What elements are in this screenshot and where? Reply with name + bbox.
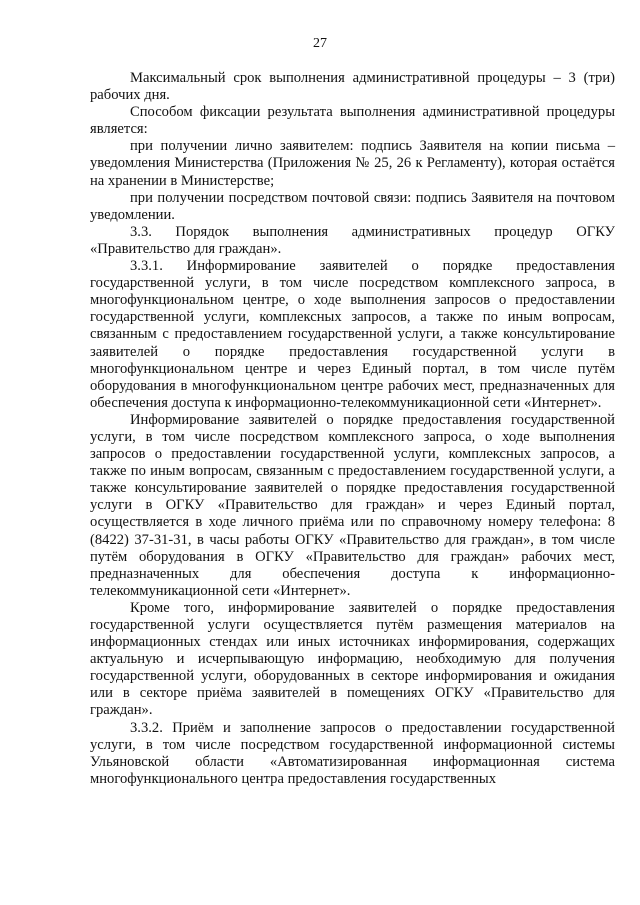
paragraph-3-3-2: 3.3.2. Приём и заполнение запросов о предоставлении государственной услуги, в том числе посредством государственной информационной системы Ульяновской области «Автоматизированная информационная система многофункционального центра предоставления государственных bbox=[90, 719, 615, 787]
page-number: 27 bbox=[313, 36, 327, 51]
paragraph-informing: Информирование заявителей о порядке предоставления государственной услуги, в том числе посредством комплексного запроса, о ходе выполнения запросов о предоставлении государственной услуги, комплексных запросов, а также по иным вопросам, связанным с предоставлением государственной услуги, а также консультирование заявителей о порядке предоставления государственной услуги в ОГКУ «Правительство для граждан» и через Единый портал, осуществляется в ходе личного приёма или по справочному номеру телефона: 8 (8422) 37-31-31, в часы работы ОГКУ «Правительство для граждан», в том числе путём оборудования в ОГКУ «Правительство для граждан» рабочих мест, предназначенных для обеспечения доступа к информационно-телекоммуникационной сети «Интернет». bbox=[90, 411, 615, 599]
paragraph-additionally: Кроме того, информирование заявителей о порядке предоставления государственной услуги осуществляется путём размещения материалов на информационных стендах или иных источниках информирования, содержащих актуальную и исчерпывающую информацию, необходимую для получения государственной услуги, оборудованных в секторе информирования и ожидания или в секторе приёма заявителей в помещениях ОГКУ «Правительство для граждан». bbox=[90, 599, 615, 719]
section-heading-3-3: 3.3. Порядок выполнения административных процедур ОГКУ «Правительство для граждан». bbox=[90, 223, 615, 257]
document-body bbox=[90, 70, 615, 788]
paragraph-personal-receipt: при получении лично заявителем: подпись Заявителя на копии письма – уведомления Министерства (Приложения № 25, 26 к Регламенту), которая остаётся на хранении в Министерстве; bbox=[90, 138, 615, 189]
paragraph-postal-receipt: при получении посредством почтовой связи: подпись Заявителя на почтовом уведомлении. bbox=[90, 189, 615, 223]
paragraph-3-3-1: 3.3.1. Информирование заявителей о порядке предоставления государственной услуги, в том числе посредством комплексного запроса, в многофункциональном центре, о ходе выполнения запросов о предоставлении государственной услуги, комплексных запросов, а также по иным вопросам, связанным с предоставлением государственной услуги, а также консультирование заявителей о порядке предоставления государственной услуги в многофункциональном центре и через Единый портал, в том числе путём оборудования в многофункциональном центре рабочих мест, предназначенных для обеспечения доступа к информационно-телекоммуникационной сети «Интернет». bbox=[90, 258, 615, 411]
paragraph-fixation-method: Способом фиксации результата выполнения административной процедуры является: bbox=[90, 104, 615, 138]
paragraph-max-term: Максимальный срок выполнения административной процедуры – 3 (три) рабочих дня. bbox=[90, 70, 615, 104]
